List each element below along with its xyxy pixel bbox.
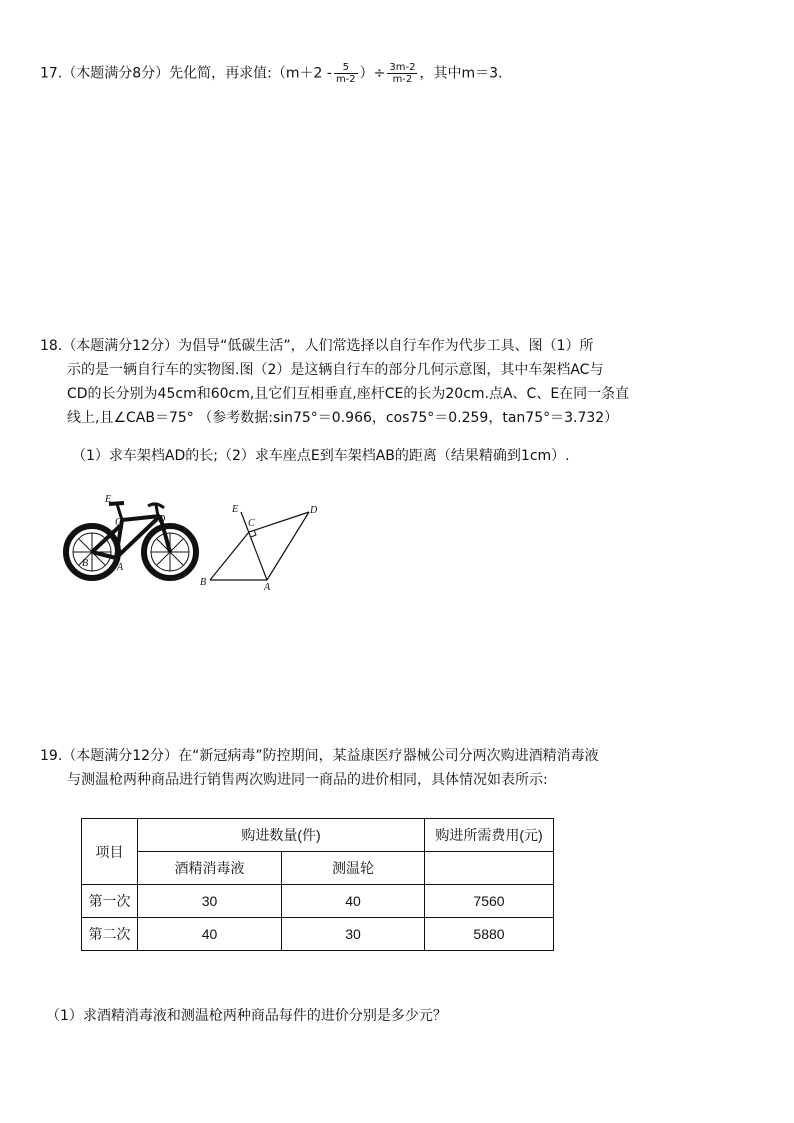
geom-label-e: E [232,504,239,515]
q18-line-3: CD的长分别为45cm和60cm,且它们互相垂直,座杆CE的长为20cm.点A、C、E在同一条直 [67,386,630,402]
geometry-diagram [196,496,326,592]
row-thermometer-qty: 30 [282,918,425,951]
bicycle-figure [60,492,200,588]
fraction-5-over-m-2: $\frac{5}{m-2}$ [335,62,356,85]
header-cost-blank [425,852,554,885]
bike-label-b: B [82,558,89,569]
table-subheader-row [82,852,554,885]
bike-label-d: D [158,514,166,525]
row-cost: 7560 [425,885,554,918]
bike-label-e: E [105,494,112,505]
q17-suffix: ，其中m＝3. [419,65,503,82]
q19-line-2: 与测温枪两种商品进行销售两次购进同一商品的进价相同，具体情况如表所示: [67,772,548,788]
q18-subquestions: （1）求车架档AD的长;（2）求车座点E到车架档AB的距离（结果精确到1cm）. [72,448,570,464]
q18-line-1: 18.（本题满分12分）为倡导“低碳生活”，人们常选择以自行车作为代步工具、图（1）所 [40,338,594,354]
purchase-table [81,818,554,951]
row-disinfectant-qty: 40 [138,918,282,951]
geom-label-b: B [200,577,207,588]
q18-line-2: 示的是一辆自行车的实物图.图（2）是这辆自行车的部分几何示意图，其中车架档AC与 [67,362,604,378]
row-cost: 5880 [425,918,554,951]
geom-label-a: A [264,582,271,592]
header-item: 项目 [82,819,138,885]
q18-line-4: 线上,且∠CAB＝75° （参考数据:sin75°＝0.966，cos75°＝0.259，tan75°＝3.732） [67,410,619,426]
header-quantity: 购进数量(件) [138,819,425,852]
header-disinfectant: 酒精消毒液 [138,852,282,885]
row-thermometer-qty: 40 [282,885,425,918]
segment-da [267,512,309,580]
table-row [82,918,554,951]
segment-cd [249,512,309,532]
row-disinfectant-qty: 30 [138,885,282,918]
saddle [109,503,124,504]
segment-bc [210,532,249,580]
row-label: 第一次 [82,885,138,918]
bike-label-a: A [117,562,124,573]
geom-label-d: D [310,505,318,516]
geom-label-c: C [248,518,255,529]
row-label: 第二次 [82,918,138,951]
fraction-3m-2-over-m-2: $\frac{3m-2}{m-2}$ [389,62,416,85]
q19-subquestion-1: （1）求酒精消毒液和测温枪两种商品每件的进价分别是多少元？ [46,1008,447,1024]
q17-prefix: 17.（木题满分8分）先化简，再求值:（m＋2 - [40,65,332,82]
bike-label-c: C [115,517,122,528]
q17-mid: ）÷ [359,65,386,82]
header-cost: 购进所需费用(元) [425,819,554,852]
q19-line-1: 19.（本题满分12分）在“新冠病毒”防控期间，某益康医疗器械公司分两次购进酒精消毒液 [40,748,599,764]
table-header-row [82,819,554,852]
header-thermometer: 测温轮 [282,852,425,885]
question-17 [40,62,502,85]
table-row [82,885,554,918]
